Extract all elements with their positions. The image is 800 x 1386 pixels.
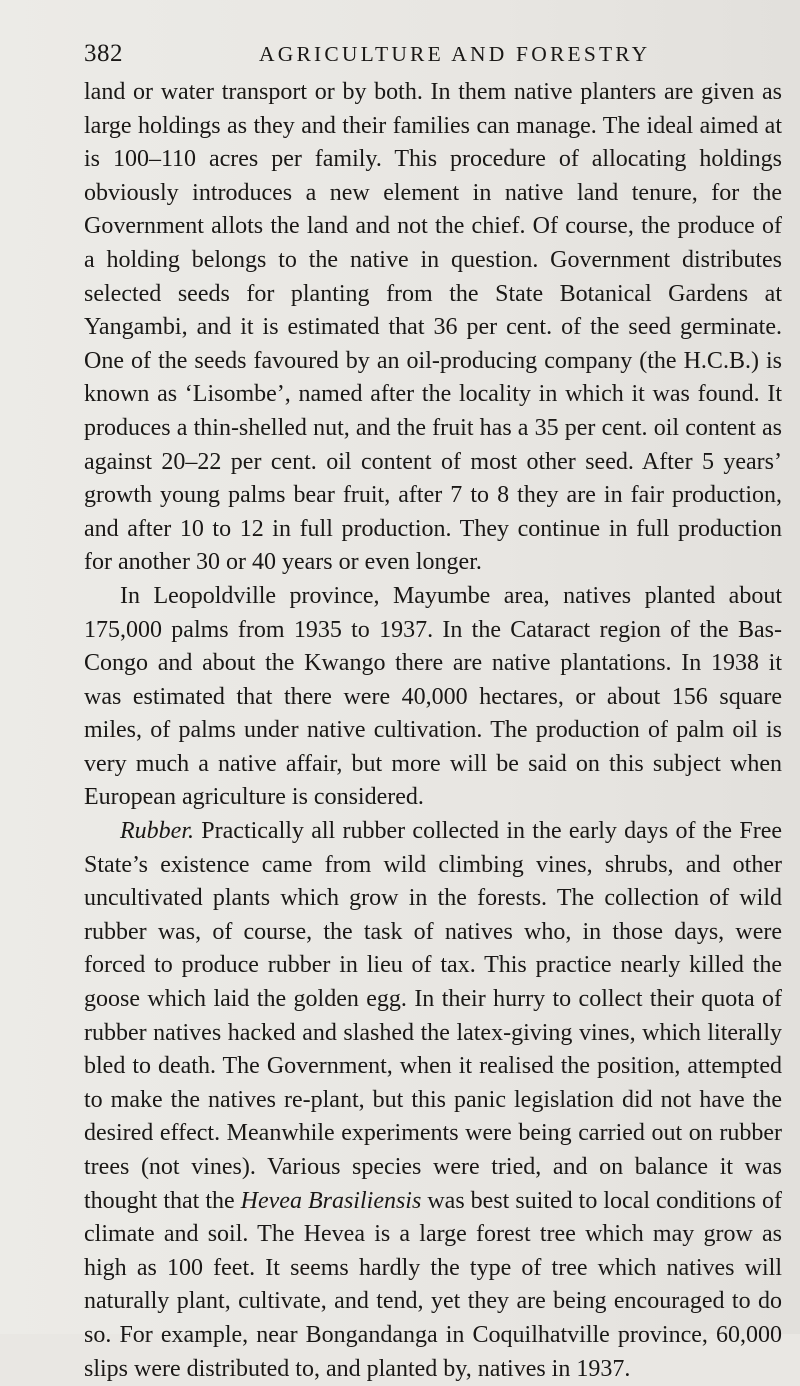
paragraph-palm-holdings: land or water transport or by both. In them native planters are given as large holdings as they and their families can manage. The ideal aimed at is 100–110 acres per family. This procedure of allocating holdings obviously introduces a new element in native land tenure, for the Government allots the land and not the chief. Of course, the produce of a holding belongs to the native in question. Government distributes selected seeds for planting from the State Botanical Gardens at Yangambi, and it is estimated that 36 per cent. of the seed germinate. One of the seeds favoured by an oil-producing company (the H.C.B.) is known as ‘Lisombe’, named after the locality in which it was found. It produces a thin-shelled nut, and the fruit has a 35 per cent. oil content as against 20–22 per cent. oil content of most other seed. After 5 years’ growth young palms bear fruit, after 7 to 8 they are in fair production, and after 10 to 12 in full production. They continue in full production for another 30 or 40 years or even longer. [84,79,782,576]
paragraph-rubber [84,815,782,1386]
page-header [84,40,774,80]
running-head: AGRICULTURE AND FORESTRY [259,42,651,66]
rubber-text-part-1: Practically all rubber collected in the early days of the Free State’s existence came from wild climbing vines, shrubs, and other uncultivated plants which grow in the forests. The collection of wild rubber was, of course, the task of natives who, in those days, were forced to produce rubber in lieu of tax. This practice nearly killed the goose which laid the golden egg. In their hurry to collect their quota of rubber natives hacked and slashed the latex-giving vines, which literally bled to death. The Government, when it realised the position, attempted to make the natives re-plant, but this panic legislation did not have the desired effect. Meanwhile experiments were being carried out on rubber trees (not vines). Various species were tried, and on balance it was thought that the [84,818,782,1214]
section-lead-rubber: Rubber. [120,818,194,845]
species-name: Hevea Brasiliensis [240,1187,422,1214]
page-number: 382 [84,40,123,67]
rubber-text-part-2: was best suited to local conditions of climate and soil. The Hevea is a large forest tree which may grow as high as 100 feet. It seems hardly the type of tree which natives will naturally plant, cultivate, and tend, yet they are being encouraged to do so. For example, near Bongandanga in Coquilhatville province, 60,000 slips were distributed to, and planted by, natives in 1937. [84,1187,782,1382]
body-text [84,76,782,1386]
paragraph-leopoldville: In Leopoldville province, Mayumbe area, natives planted about 175,000 palms from 1935 to 1937. In the Cataract region of the Bas-Congo and about the Kwango there are native plantations. In 1938 it was estimated that there were 40,000 hectares, or about 156 square miles, of palms under native cultivation. The production of palm oil is very much a native affair, but more will be said on this subject when European agriculture is considered. [84,582,782,811]
